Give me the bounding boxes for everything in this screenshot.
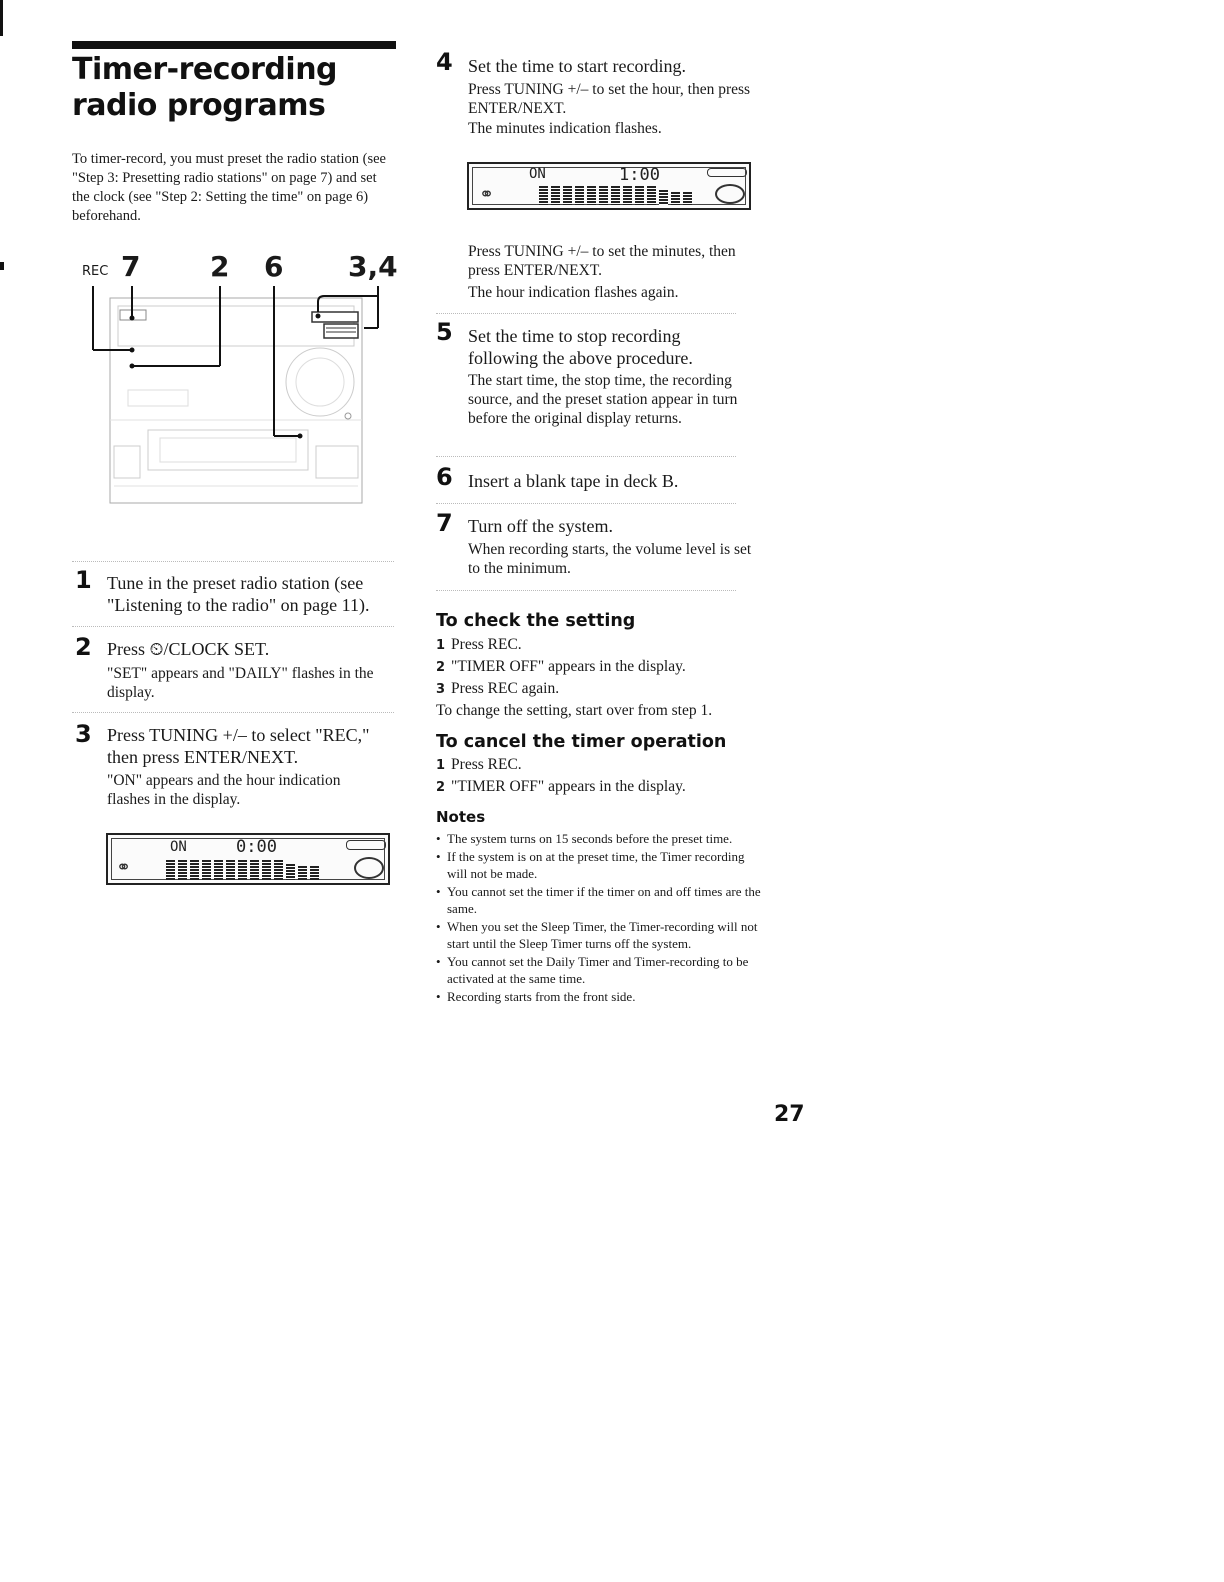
step-7-detail: When recording starts, the volume level is set to the minimum. [468,541,752,577]
cancel-item-number: 2 [436,780,446,795]
step-6-instruction: Insert a blank tape in deck B. [468,471,679,491]
callout-3-4: 3,4 [348,250,398,283]
lcd-disc-icon [715,184,745,204]
lcd-rec-indicator [346,840,386,850]
step-number-5: 5 [436,318,453,346]
check-item-text: Press REC. [451,636,522,653]
step-number-4: 4 [436,48,453,76]
note-item: • If the system is on at the preset time, the Timer recording will not be made. [436,848,766,882]
step-1-instruction: Tune in the preset radio station (see "Listening to the radio" on page 11). [107,573,370,615]
step-number-1: 1 [75,566,92,594]
lcd-display-hour-flashing [106,833,390,885]
step-4-detail-hour-again: The hour indication flashes again. [468,284,679,301]
step-7-instruction: Turn off the system. [468,516,614,536]
cancel-item-number: 1 [436,758,446,773]
notes-heading: Notes [436,808,486,826]
check-setting-heading: To check the setting [436,611,636,631]
check-item-number: 1 [436,638,446,653]
cancel-item-text: "TIMER OFF" appears in the display. [451,778,686,795]
check-item-text: Press REC again. [451,680,560,697]
step-number-7: 7 [436,509,453,537]
step-3-detail: "ON" appears and the hour indication flashes in the display. [107,772,341,808]
divider [436,313,736,314]
lcd-on-indicator: ON [529,166,546,182]
note-item: • Recording starts from the front side. [436,988,766,1005]
lcd-disc-icon [354,857,384,879]
note-item: • When you set the Sleep Timer, the Timer-recording will not start until the Sleep Timer turns off the system. [436,918,766,952]
page-number: 27 [774,1102,805,1127]
step-4-detail-minutes-flash: The minutes indication flashes. [468,120,662,137]
step-4-detail-hour: Press TUNING +/– to set the hour, then press ENTER/NEXT. [468,81,751,117]
step-4-detail-minutes: Press TUNING +/– to set the minutes, then press ENTER/NEXT. [468,243,736,279]
callout-6: 6 [264,250,284,283]
page-title: Timer-recording radio programs [72,52,338,123]
step-4-instruction: Set the time to start recording. [468,56,686,76]
callout-2: 2 [210,250,230,283]
divider [72,712,394,713]
step-number-2: 2 [75,633,92,661]
stereo-unit-illustration [78,250,398,510]
note-item: • You cannot set the Daily Timer and Timer-recording to be activated at the same time. [436,953,766,987]
check-item-number: 3 [436,682,446,697]
check-item-text: "TIMER OFF" appears in the display. [451,658,686,675]
lcd-level-meter [166,860,319,880]
divider [436,456,736,457]
binding-edge-mark [0,0,3,36]
binding-tick-mark [0,262,4,270]
divider [436,503,736,504]
cancel-timer-heading: To cancel the timer operation [436,732,727,752]
step-3-instruction: Press TUNING +/– to select "REC," then press ENTER/NEXT. [107,725,370,767]
step-5-detail: The start time, the stop time, the recording source, and the preset station appear in turn before the original display returns. [468,372,738,427]
step-5-instruction: Set the time to stop recording following the above procedure. [468,326,693,368]
cancel-item-1 [436,754,522,777]
title-rule [72,41,396,49]
step-number-6: 6 [436,463,453,491]
divider [72,626,394,627]
lcd-display-minutes-flashing [467,162,751,210]
callout-rec-label: REC [82,264,109,279]
cancel-item-2 [436,776,686,799]
lcd-level-meter [539,186,692,205]
step-2-instruction: Press ⏲/CLOCK SET. [107,639,270,659]
divider [436,590,736,591]
lcd-cassette-icon: ⚭ [116,857,132,877]
step-number-3: 3 [75,720,92,748]
check-footer: To change the setting, start over from step 1. [436,702,713,719]
divider [72,561,394,562]
lcd-on-indicator: ON [170,839,187,855]
check-item-number: 2 [436,660,446,675]
note-item: • You cannot set the timer if the timer on and off times are the same. [436,883,766,917]
check-item-1 [436,634,522,657]
step-2-detail: "SET" appears and "DAILY" flashes in the display. [107,665,374,701]
note-item: • The system turns on 15 seconds before the preset time. [436,830,766,847]
callout-7: 7 [121,250,141,283]
check-item-3 [436,678,559,701]
intro-paragraph: To timer-record, you must preset the radio station (see "Step 3: Presetting radio stations" on page 7) and set the clock (see "Step 2: Setting the time" on page 6) beforehand. [72,151,386,224]
unit-diagram [78,250,398,510]
lcd-time-readout: 1:00 [619,165,660,185]
notes-list [436,830,766,1006]
lcd-cassette-icon: ⚭ [479,184,495,204]
lcd-time-readout: 0:00 [236,837,277,857]
lcd-rec-indicator [707,168,747,177]
check-item-2 [436,656,686,679]
cancel-item-text: Press REC. [451,756,522,773]
